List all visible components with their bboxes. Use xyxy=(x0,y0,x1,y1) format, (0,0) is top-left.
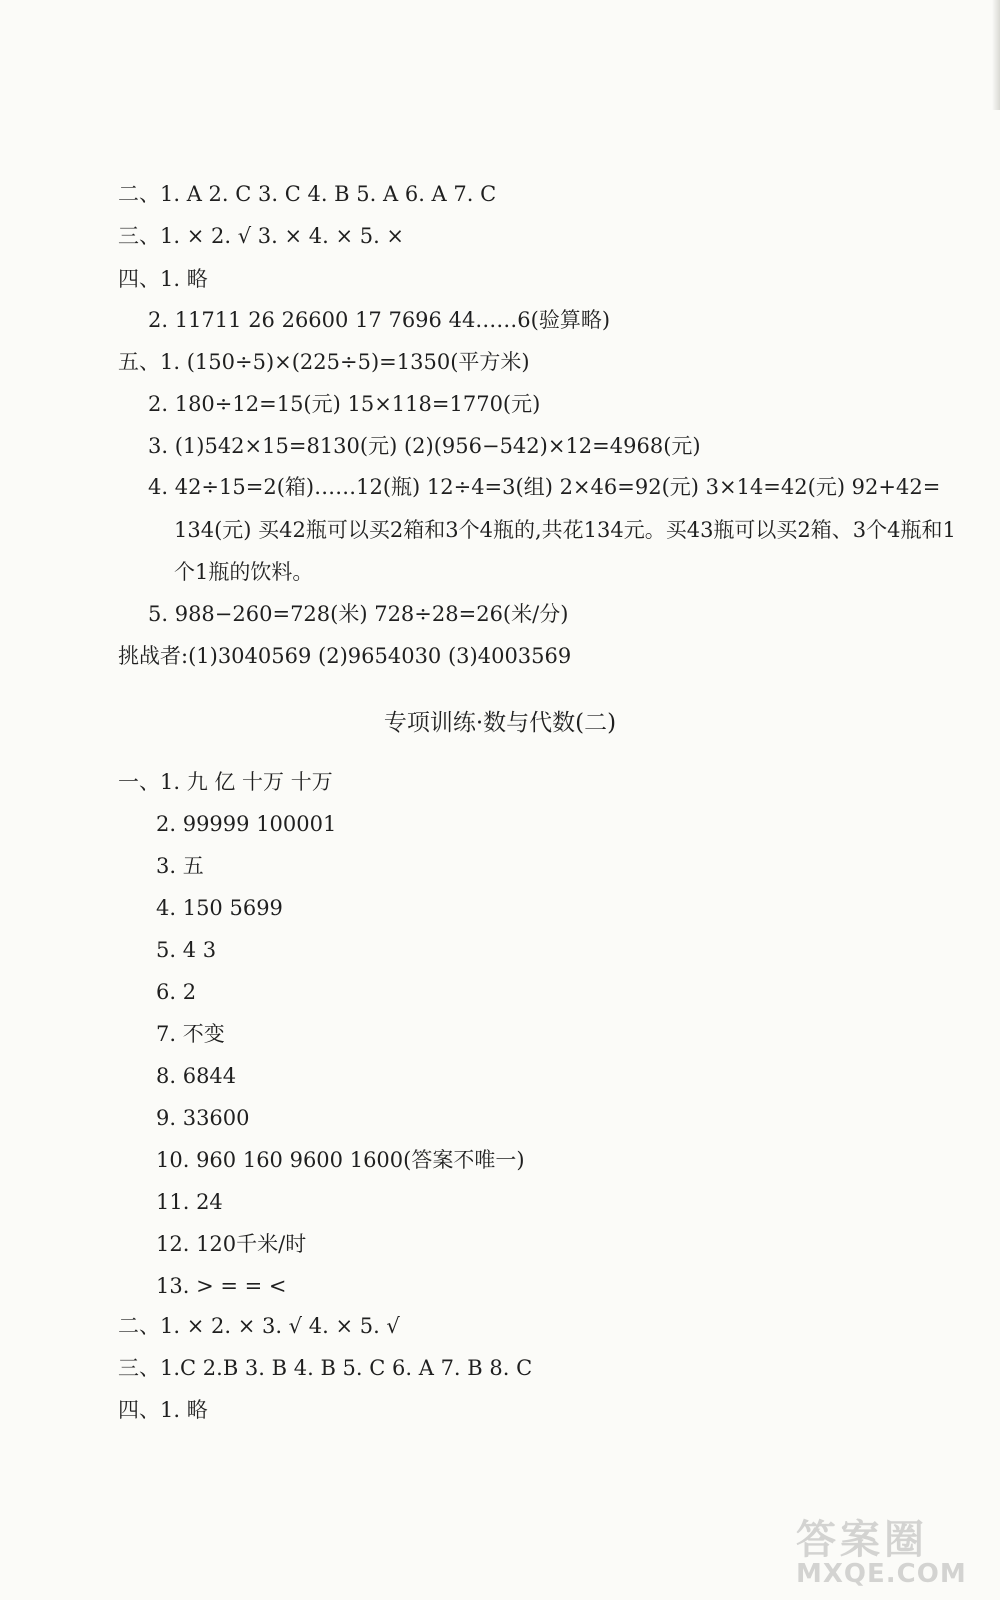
answer-line: 4. 150 5699 xyxy=(156,896,283,920)
answer-line: 4. 42÷15=2(箱)……12(瓶) 12÷4=3(组) 2×46=92(元) 3×14=42(元) 92+42= xyxy=(148,475,941,499)
watermark-top-text: 答案圈 xyxy=(796,1517,928,1563)
section-title: 专项训练·数与代数(二) xyxy=(383,710,617,736)
answer-line: 五、1. (150÷5)×(225÷5)=1350(平方米) xyxy=(118,350,530,374)
answer-line: 挑战者:(1)3040569 (2)9654030 (3)4003569 xyxy=(118,644,572,668)
answer-line: 三、1.C 2.B 3. B 4. B 5. C 6. A 7. B 8. C xyxy=(118,1356,533,1380)
answer-line: 3. (1)542×15=8130(元) (2)(956−542)×12=4968(元) xyxy=(148,434,701,458)
watermark-logo xyxy=(796,1508,986,1590)
answer-line: 9. 33600 xyxy=(156,1106,250,1130)
answer-line: 2. 11711 26 26600 17 7696 44……6(验算略) xyxy=(148,308,611,332)
answer-line: 一、1. 九 亿 十万 十万 xyxy=(118,770,333,794)
answer-line: 2. 180÷12=15(元) 15×118=1770(元) xyxy=(148,392,541,416)
answer-line: 5. 4 3 xyxy=(156,938,217,962)
answer-line: 三、1. × 2. √ 3. × 4. × 5. × xyxy=(118,224,405,248)
answer-line: 四、1. 略 xyxy=(118,1398,208,1422)
watermark-bottom-text: MXQE.COM xyxy=(796,1559,967,1589)
answer-line: 12. 120千米/时 xyxy=(156,1232,307,1256)
page-edge-shadow xyxy=(992,0,1000,110)
answer-line: 134(元) 买42瓶可以买2箱和3个4瓶的,共花134元。买43瓶可以买2箱、3个4瓶和1 xyxy=(174,518,956,542)
answer-line: 13. > = = < xyxy=(156,1274,287,1298)
answer-line: 11. 24 xyxy=(156,1190,223,1214)
answer-line: 个1瓶的饮料。 xyxy=(174,560,314,584)
answer-line: 二、1. × 2. × 3. √ 4. × 5. √ xyxy=(118,1314,400,1338)
answer-line: 5. 988−260=728(米) 728÷28=26(米/分) xyxy=(148,602,569,626)
answer-line: 6. 2 xyxy=(156,980,197,1004)
answer-line: 3. 五 xyxy=(156,854,204,878)
answer-line: 二、1. A 2. C 3. C 4. B 5. A 6. A 7. C xyxy=(118,182,497,206)
answer-line: 8. 6844 xyxy=(156,1064,237,1088)
answer-line: 四、1. 略 xyxy=(118,267,208,291)
answer-line: 10. 960 160 9600 1600(答案不唯一) xyxy=(156,1148,525,1172)
answer-line: 7. 不变 xyxy=(156,1022,225,1046)
answer-line: 2. 99999 100001 xyxy=(156,812,337,836)
